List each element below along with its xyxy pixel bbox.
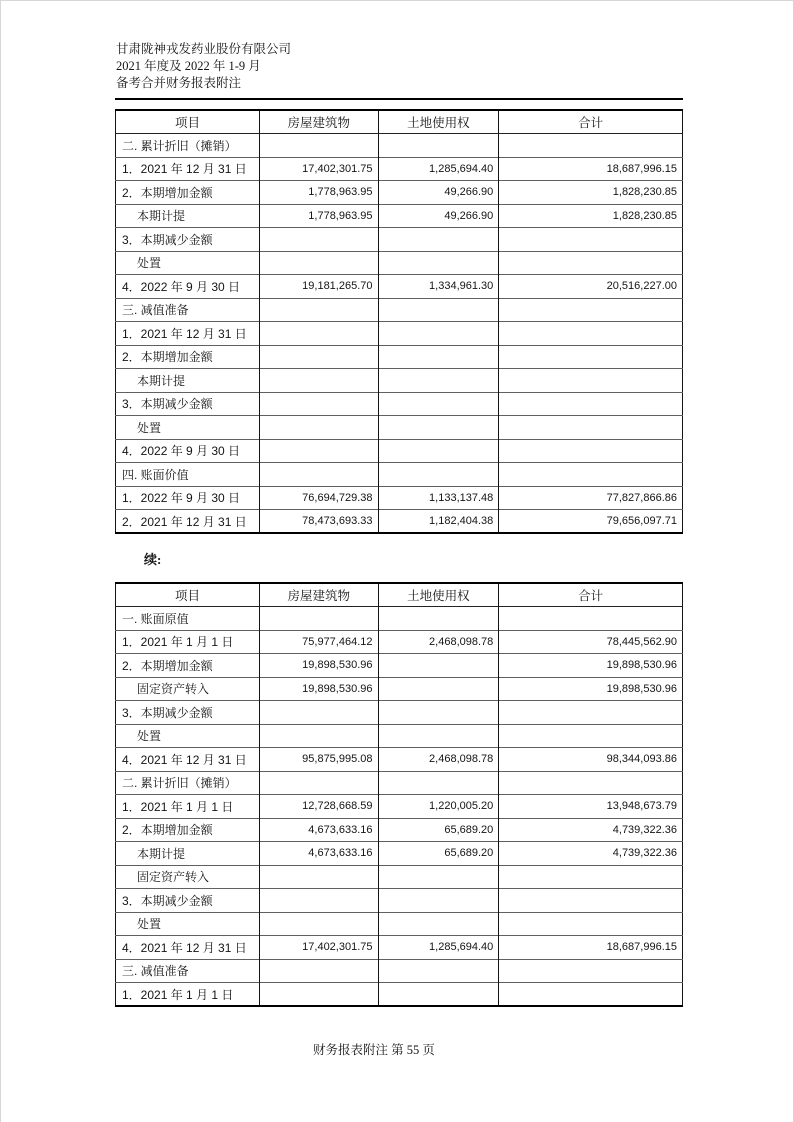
value-cell: 19,898,530.96 bbox=[260, 654, 379, 678]
table-row bbox=[116, 275, 683, 299]
row-label-cell: 1．2022 年 9 月 30 日 bbox=[116, 486, 260, 510]
value-cell bbox=[260, 228, 379, 252]
table-row bbox=[116, 134, 683, 158]
value-cell: 76,694,729.38 bbox=[260, 486, 379, 510]
value-cell bbox=[499, 228, 683, 252]
value-cell bbox=[499, 912, 683, 936]
value-cell bbox=[260, 345, 379, 369]
document-header bbox=[116, 41, 291, 92]
value-cell: 4,739,322.36 bbox=[499, 818, 683, 842]
row-label-cell: 4．2021 年 12 月 31 日 bbox=[116, 936, 260, 960]
row-label-cell: 本期计提 bbox=[116, 842, 260, 866]
value-cell: 12,728,668.59 bbox=[260, 795, 379, 819]
company-name: 甘肃陇神戎发药业股份有限公司 bbox=[116, 42, 292, 56]
table-row bbox=[116, 818, 683, 842]
assets-table-part2-continued bbox=[115, 582, 683, 1007]
table-row bbox=[116, 322, 683, 346]
value-cell: 19,181,265.70 bbox=[260, 275, 379, 299]
page-footer: 财务报表附注 第 55 页 bbox=[313, 1043, 435, 1057]
column-header: 项目 bbox=[116, 110, 260, 134]
value-cell bbox=[378, 654, 499, 678]
column-header: 房屋建筑物 bbox=[260, 583, 379, 607]
value-cell bbox=[260, 889, 379, 913]
value-cell bbox=[378, 369, 499, 393]
value-cell: 20,516,227.00 bbox=[499, 275, 683, 299]
report-period: 2021 年度及 2022 年 1-9 月 bbox=[116, 59, 261, 73]
value-cell bbox=[260, 959, 379, 983]
row-label-cell: 4．2022 年 9 月 30 日 bbox=[116, 275, 260, 299]
row-label-cell: 2．本期增加金额 bbox=[116, 181, 260, 205]
row-label-cell: 2．本期增加金额 bbox=[116, 654, 260, 678]
column-header: 土地使用权 bbox=[378, 583, 499, 607]
table-row bbox=[116, 630, 683, 654]
value-cell: 1,334,961.30 bbox=[378, 275, 499, 299]
value-cell: 1,220,005.20 bbox=[378, 795, 499, 819]
value-cell: 1,778,963.95 bbox=[260, 181, 379, 205]
value-cell: 1,182,404.38 bbox=[378, 510, 499, 534]
value-cell bbox=[260, 392, 379, 416]
value-cell: 77,827,866.86 bbox=[499, 486, 683, 510]
assets-table-part1 bbox=[115, 109, 683, 534]
table-row bbox=[116, 959, 683, 983]
value-cell bbox=[499, 322, 683, 346]
report-title: 备考合并财务报表附注 bbox=[116, 76, 242, 90]
continuation-label: 续: bbox=[144, 552, 162, 567]
table-header-row bbox=[116, 583, 683, 607]
value-cell bbox=[260, 251, 379, 275]
table-row bbox=[116, 251, 683, 275]
value-cell: 49,266.90 bbox=[378, 204, 499, 228]
value-cell bbox=[499, 345, 683, 369]
section-label-cell: 二. 累计折旧（摊销） bbox=[116, 134, 260, 158]
value-cell bbox=[378, 228, 499, 252]
value-cell: 1,828,230.85 bbox=[499, 204, 683, 228]
value-cell: 2,468,098.78 bbox=[378, 748, 499, 772]
row-label-cell: 3．本期减少金额 bbox=[116, 392, 260, 416]
row-label-cell: 3．本期减少金额 bbox=[116, 701, 260, 725]
value-cell: 1,133,137.48 bbox=[378, 486, 499, 510]
value-cell bbox=[260, 771, 379, 795]
row-label-cell: 1．2021 年 1 月 1 日 bbox=[116, 795, 260, 819]
value-cell bbox=[499, 251, 683, 275]
value-cell bbox=[499, 771, 683, 795]
value-cell bbox=[378, 912, 499, 936]
table-row bbox=[116, 677, 683, 701]
value-cell: 18,687,996.15 bbox=[499, 936, 683, 960]
value-cell bbox=[260, 912, 379, 936]
table-row bbox=[116, 865, 683, 889]
table-row bbox=[116, 701, 683, 725]
value-cell bbox=[499, 983, 683, 1007]
value-cell bbox=[378, 298, 499, 322]
table-row bbox=[116, 912, 683, 936]
value-cell bbox=[260, 134, 379, 158]
value-cell bbox=[499, 298, 683, 322]
table-row bbox=[116, 842, 683, 866]
row-label-cell: 本期计提 bbox=[116, 369, 260, 393]
value-cell: 17,402,301.75 bbox=[260, 157, 379, 181]
value-cell: 95,875,995.08 bbox=[260, 748, 379, 772]
table-row bbox=[116, 607, 683, 631]
value-cell: 13,948,673.79 bbox=[499, 795, 683, 819]
section-label-cell: 四. 账面价值 bbox=[116, 463, 260, 487]
table-row bbox=[116, 439, 683, 463]
value-cell bbox=[499, 959, 683, 983]
value-cell bbox=[260, 463, 379, 487]
table-row bbox=[116, 181, 683, 205]
column-header: 房屋建筑物 bbox=[260, 110, 379, 134]
value-cell bbox=[260, 416, 379, 440]
value-cell: 1,778,963.95 bbox=[260, 204, 379, 228]
row-label-cell: 4．2021 年 12 月 31 日 bbox=[116, 748, 260, 772]
value-cell bbox=[260, 724, 379, 748]
value-cell bbox=[378, 983, 499, 1007]
value-cell: 4,739,322.36 bbox=[499, 842, 683, 866]
value-cell bbox=[378, 889, 499, 913]
value-cell bbox=[378, 392, 499, 416]
row-label-cell: 1．2021 年 12 月 31 日 bbox=[116, 322, 260, 346]
value-cell bbox=[499, 392, 683, 416]
table-row bbox=[116, 228, 683, 252]
table-row bbox=[116, 463, 683, 487]
table-row bbox=[116, 369, 683, 393]
value-cell: 75,977,464.12 bbox=[260, 630, 379, 654]
value-cell bbox=[378, 416, 499, 440]
table-row bbox=[116, 204, 683, 228]
row-label-cell: 处置 bbox=[116, 724, 260, 748]
table-row bbox=[116, 936, 683, 960]
table-row bbox=[116, 795, 683, 819]
table-row bbox=[116, 983, 683, 1007]
value-cell bbox=[378, 345, 499, 369]
value-cell: 19,898,530.96 bbox=[499, 677, 683, 701]
column-header: 土地使用权 bbox=[378, 110, 499, 134]
value-cell: 4,673,633.16 bbox=[260, 842, 379, 866]
row-label-cell: 处置 bbox=[116, 251, 260, 275]
row-label-cell: 固定资产转入 bbox=[116, 677, 260, 701]
table-row bbox=[116, 724, 683, 748]
row-label-cell: 4．2022 年 9 月 30 日 bbox=[116, 439, 260, 463]
value-cell bbox=[499, 369, 683, 393]
value-cell: 78,445,562.90 bbox=[499, 630, 683, 654]
value-cell bbox=[499, 134, 683, 158]
table-row bbox=[116, 889, 683, 913]
header-divider bbox=[115, 98, 683, 100]
value-cell bbox=[260, 322, 379, 346]
value-cell bbox=[499, 865, 683, 889]
value-cell bbox=[378, 959, 499, 983]
value-cell bbox=[260, 865, 379, 889]
row-label-cell: 处置 bbox=[116, 416, 260, 440]
value-cell bbox=[499, 607, 683, 631]
value-cell bbox=[260, 983, 379, 1007]
row-label-cell: 2．本期增加金额 bbox=[116, 818, 260, 842]
value-cell bbox=[378, 677, 499, 701]
section-label-cell: 一. 账面原值 bbox=[116, 607, 260, 631]
value-cell bbox=[378, 134, 499, 158]
value-cell: 1,285,694.40 bbox=[378, 936, 499, 960]
value-cell bbox=[378, 439, 499, 463]
table-row bbox=[116, 345, 683, 369]
row-label-cell: 1．2021 年 12 月 31 日 bbox=[116, 157, 260, 181]
value-cell: 19,898,530.96 bbox=[260, 677, 379, 701]
table-row bbox=[116, 486, 683, 510]
table-row bbox=[116, 157, 683, 181]
table-row bbox=[116, 510, 683, 534]
value-cell bbox=[378, 724, 499, 748]
row-label-cell: 固定资产转入 bbox=[116, 865, 260, 889]
value-cell: 18,687,996.15 bbox=[499, 157, 683, 181]
value-cell: 4,673,633.16 bbox=[260, 818, 379, 842]
table-row bbox=[116, 392, 683, 416]
column-header: 项目 bbox=[116, 583, 260, 607]
row-label-cell: 处置 bbox=[116, 912, 260, 936]
value-cell bbox=[260, 607, 379, 631]
value-cell: 78,473,693.33 bbox=[260, 510, 379, 534]
value-cell bbox=[378, 771, 499, 795]
value-cell bbox=[260, 369, 379, 393]
column-header: 合计 bbox=[499, 583, 683, 607]
value-cell: 65,689.20 bbox=[378, 818, 499, 842]
value-cell bbox=[499, 889, 683, 913]
table-row bbox=[116, 416, 683, 440]
value-cell bbox=[378, 701, 499, 725]
table-header-row bbox=[116, 110, 683, 134]
value-cell: 17,402,301.75 bbox=[260, 936, 379, 960]
section-label-cell: 三. 减值准备 bbox=[116, 298, 260, 322]
row-label-cell: 1．2021 年 1 月 1 日 bbox=[116, 630, 260, 654]
table-row bbox=[116, 654, 683, 678]
section-label-cell: 二. 累计折旧（摊销） bbox=[116, 771, 260, 795]
value-cell bbox=[378, 463, 499, 487]
value-cell: 1,285,694.40 bbox=[378, 157, 499, 181]
row-label-cell: 3．本期减少金额 bbox=[116, 228, 260, 252]
value-cell: 98,344,093.86 bbox=[499, 748, 683, 772]
value-cell bbox=[260, 298, 379, 322]
value-cell bbox=[499, 701, 683, 725]
section-label-cell: 三. 减值准备 bbox=[116, 959, 260, 983]
row-label-cell: 2．2021 年 12 月 31 日 bbox=[116, 510, 260, 534]
row-label-cell: 本期计提 bbox=[116, 204, 260, 228]
table-row bbox=[116, 771, 683, 795]
value-cell: 79,656,097.71 bbox=[499, 510, 683, 534]
table-row bbox=[116, 748, 683, 772]
value-cell bbox=[378, 865, 499, 889]
value-cell bbox=[378, 251, 499, 275]
value-cell: 2,468,098.78 bbox=[378, 630, 499, 654]
value-cell: 1,828,230.85 bbox=[499, 181, 683, 205]
row-label-cell: 2．本期增加金额 bbox=[116, 345, 260, 369]
column-header: 合计 bbox=[499, 110, 683, 134]
value-cell: 19,898,530.96 bbox=[499, 654, 683, 678]
row-label-cell: 3．本期减少金额 bbox=[116, 889, 260, 913]
value-cell bbox=[378, 607, 499, 631]
value-cell bbox=[499, 463, 683, 487]
value-cell bbox=[260, 439, 379, 463]
value-cell bbox=[499, 416, 683, 440]
value-cell: 49,266.90 bbox=[378, 181, 499, 205]
table-row bbox=[116, 298, 683, 322]
value-cell bbox=[499, 439, 683, 463]
value-cell: 65,689.20 bbox=[378, 842, 499, 866]
value-cell bbox=[378, 322, 499, 346]
row-label-cell: 1．2021 年 1 月 1 日 bbox=[116, 983, 260, 1007]
value-cell bbox=[260, 701, 379, 725]
value-cell bbox=[499, 724, 683, 748]
